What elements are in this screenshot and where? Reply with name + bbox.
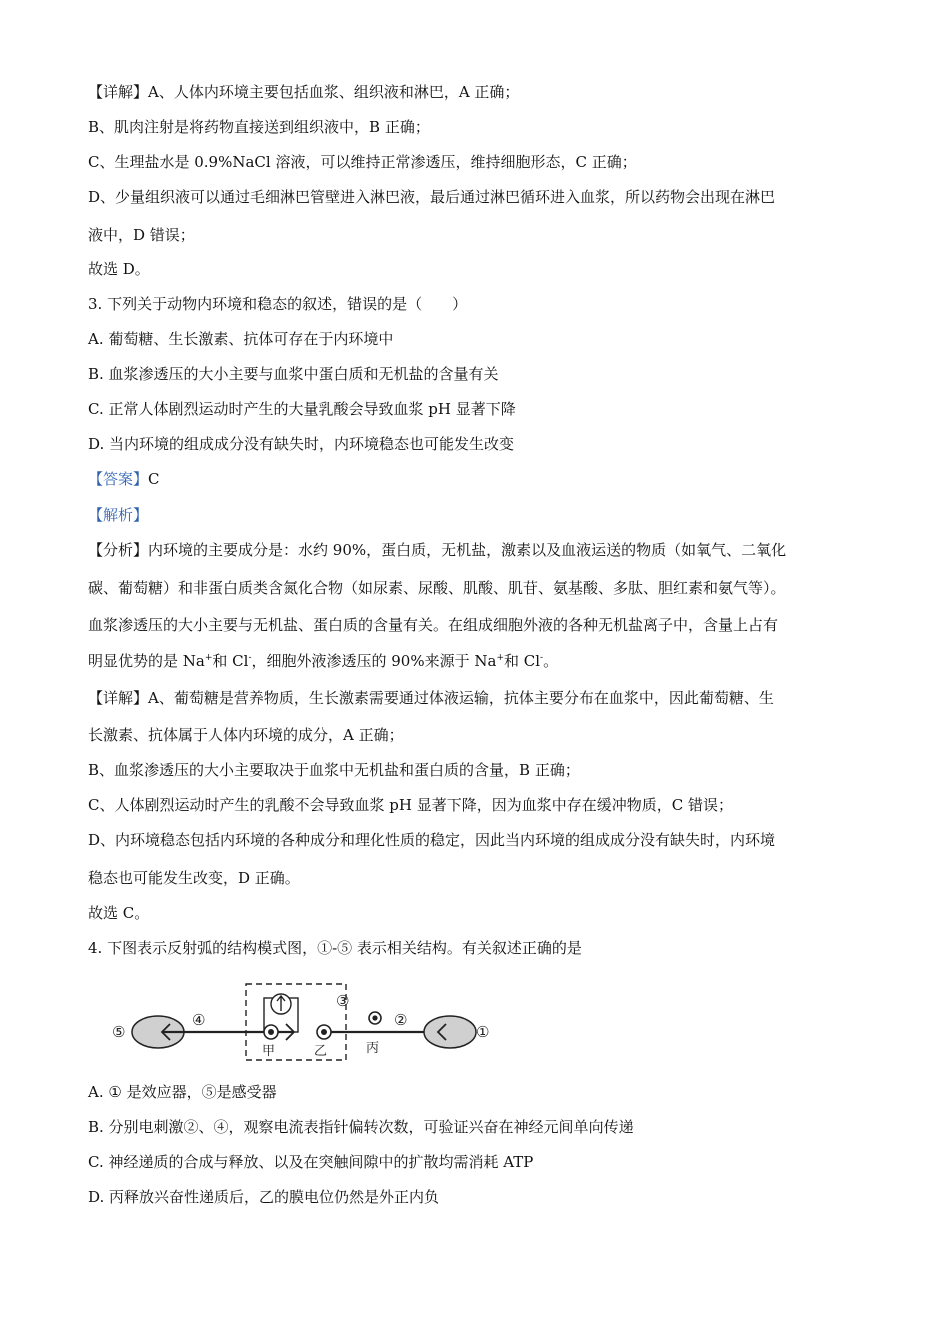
- answer-line: [88, 469, 160, 489]
- answer-label: 【答案】: [88, 470, 149, 488]
- ion-charge-minus: -: [248, 653, 252, 663]
- ion-charge-minus-2: -: [540, 653, 544, 663]
- detail-line: 稳态也可能发生改变，D 正确。: [88, 869, 300, 887]
- option-line: C. 神经递质的合成与释放、以及在突触间隙中的扩散均需消耗 ATP: [88, 1153, 534, 1171]
- label-jia: 甲: [262, 1044, 276, 1059]
- label-2: ②: [394, 1011, 408, 1029]
- label-5: ⑤: [112, 1023, 126, 1041]
- detail-line: 故选 C。: [88, 904, 150, 922]
- text-line: 【详解】A、人体内环境主要包括血浆、组织液和淋巴，A 正确；: [88, 83, 520, 101]
- dashed-box: [246, 984, 346, 1060]
- option-line: A. ① 是效应器，⑤是感受器: [88, 1083, 277, 1101]
- oval-1: [424, 1016, 476, 1048]
- ions-text-e: 。: [543, 652, 559, 670]
- analysis-line: 血浆渗透压的大小主要与无机盐、蛋白质的含量有关。在组成细胞外液的各种无机盐离子中，含量上占有: [88, 616, 779, 634]
- text-line: C. 正常人体剧烈运动时产生的大量乳酸会导致血浆 pH 显著下降: [88, 400, 516, 418]
- text-line: D. 当内环境的组成成分没有缺失时，内环境稳态也可能发生改变: [88, 435, 515, 453]
- detail-line: C、人体剧烈运动时产生的乳酸不会导致血浆 pH 显著下降，因为血浆中存在缓冲物质，C 错误；: [88, 796, 733, 814]
- analysis-line: 【分析】内环境的主要成分是：水约 90%，蛋白质，无机盐，激素以及血液运送的物质（如氧气、二氧化: [88, 541, 787, 559]
- option-line: D. 丙释放兴奋性递质后，乙的膜电位仍然是外正内负: [88, 1188, 440, 1206]
- label-bing: 丙: [366, 1041, 380, 1056]
- text-line: B、肌肉注射是将药物直接送到组织液中，B 正确；: [88, 118, 430, 136]
- detail-line: 【详解】A、葡萄糖是营养物质，生长激素需要通过体液运输，抗体主要分布在血浆中，因此葡萄糖、生: [88, 689, 774, 707]
- detail-line: D、内环境稳态包括内环境的各种成分和理化性质的稳定，因此当内环境的组成成分没有缺失时，内环境: [88, 831, 776, 849]
- analysis-line: 碳、葡萄糖）和非蛋白质类含氮化合物（如尿素、尿酸、肌酸、肌苷、氨基酸、多肽、胆红素和氨气等）。: [88, 579, 786, 597]
- analysis-label: 【解析】: [88, 506, 149, 524]
- ions-text-b: 和 Cl: [212, 652, 249, 670]
- answer-value: C: [148, 470, 160, 488]
- ions-line: [88, 651, 558, 671]
- detail-line: 长激素、抗体属于人体内环境的成分，A 正确；: [88, 726, 404, 744]
- text-line: C、生理盐水是 0.9%NaCl 溶液，可以维持正常渗透压，维持细胞形态，C 正确；: [88, 153, 637, 171]
- text-line: 液中，D 错误；: [88, 226, 195, 244]
- label-yi: 乙: [314, 1044, 328, 1059]
- label-3: ③: [336, 992, 350, 1010]
- text-line: D、少量组织液可以通过毛细淋巴管壁进入淋巴液，最后通过淋巴循环进入血浆，所以药物会出现在淋巴: [88, 188, 776, 206]
- detail-line: B、血浆渗透压的大小主要取决于血浆中无机盐和蛋白质的含量，B 正确；: [88, 761, 580, 779]
- ions-text-a: 明显优势的是 Na: [88, 652, 205, 670]
- ion-charge-plus-2: +: [496, 653, 504, 663]
- detail-line: 4. 下图表示反射弧的结构模式图，①-⑤ 表示相关结构。有关叙述正确的是: [88, 939, 582, 957]
- text-line: 3. 下列关于动物内环境和稳态的叙述，错误的是（ ）: [88, 295, 468, 313]
- reflex-arc-diagram: [108, 980, 498, 1070]
- label-1: ①: [476, 1023, 490, 1041]
- ion-charge-plus: +: [204, 653, 213, 663]
- text-line: B. 血浆渗透压的大小主要与血浆中蛋白质和无机盐的含量有关: [88, 365, 499, 383]
- ions-text-d: 和 Cl: [503, 652, 541, 670]
- ions-text-c: ，细胞外液渗透压的 90%来源于 Na: [251, 652, 497, 670]
- option-line: B. 分别电刺激②、④，观察电流表指针偏转次数，可验证兴奋在神经元间单向传递: [88, 1118, 634, 1136]
- label-4: ④: [192, 1011, 206, 1029]
- text-line: 故选 D。: [88, 260, 150, 278]
- text-line: A. 葡萄糖、生长激素、抗体可存在于内环境中: [88, 330, 394, 348]
